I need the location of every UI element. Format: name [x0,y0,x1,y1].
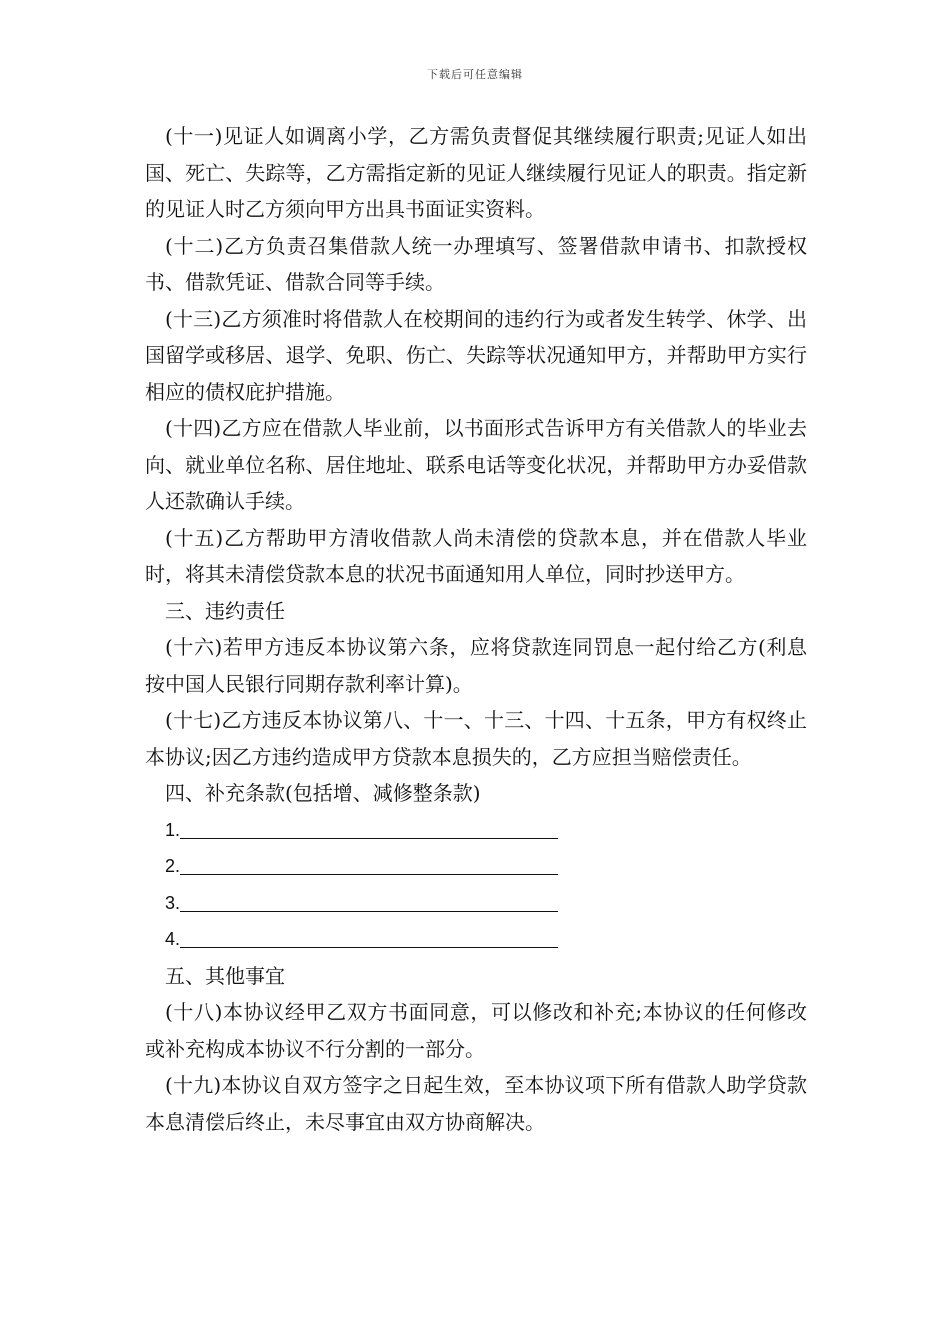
blank-underline [180,925,558,948]
clause-14: (十四)乙方应在借款人毕业前，以书面形式告诉甲方有关借款人的毕业去向、就业单位名称、居住地址、联系电话等变化状况，并帮助甲方办妥借款人还款确认手续。 [145,416,807,513]
blank-number: 1. [165,819,181,840]
clause-18: (十八)本协议经甲乙双方书面同意，可以修改和补充;本协议的任何修改或补充构成本协议不行分割的一部分。 [145,1000,807,1061]
clause-11: (十一)见证人如调离小学，乙方需负责督促其继续履行职责;见证人如出国、死亡、失踪等，乙方需指定新的见证人继续履行见证人的职责。指定新的见证人时乙方须向甲方出具书面证实资料。 [145,124,807,221]
document-body [145,118,807,1140]
supplement-blank-line [145,885,807,922]
blank-number: 2. [165,856,181,876]
clause-13: (十三)乙方须准时将借款人在校期间的违约行为或者发生转学、休学、出国留学或移居、退学、免职、伤亡、失踪等状况通知甲方，并帮助甲方实行相应的债权庇护措施。 [145,306,807,404]
blank-underline [180,889,558,912]
clause-16: (十六)若甲方违反本协议第六条，应将贷款连同罚息一起付给乙方(利息按中国人民银行同期存款利率计算)。 [145,635,807,696]
page-header-note: 下载后可任意编辑 [427,68,523,81]
supplement-blank-line [145,921,807,958]
supplement-blank-line [145,848,807,885]
supplement-blank-line [145,812,807,849]
blank-number: 4. [165,929,181,949]
section-heading-other: 五、其他事宜 [165,963,285,988]
blank-underline [180,852,558,875]
blank-underline [180,816,558,839]
section-heading-supplement: 四、补充条款(包括增、减修整条款) [165,781,481,805]
clause-19: (十九)本协议自双方签字之日起生效，至本协议项下所有借款人助学贷款本息清偿后终止，未尽事宜由双方协商解决。 [145,1073,807,1134]
clause-12: (十二)乙方负责召集借款人统一办理填写、签署借款申请书、扣款授权书、借款凭证、借款合同等手续。 [145,233,807,294]
section-heading-breach: 三、违约责任 [165,598,285,623]
blank-number: 3. [165,892,181,913]
clause-17: (十七)乙方违反本协议第八、十一、十三、十四、十五条，甲方有权终止本协议;因乙方违约造成甲方贷款本息损失的，乙方应担当赔偿责任。 [145,708,807,769]
clause-15: (十五)乙方帮助甲方清收借款人尚未清偿的贷款本息，并在借款人毕业时，将其未清偿贷款本息的状况书面通知用人单位，同时抄送甲方。 [145,525,807,586]
